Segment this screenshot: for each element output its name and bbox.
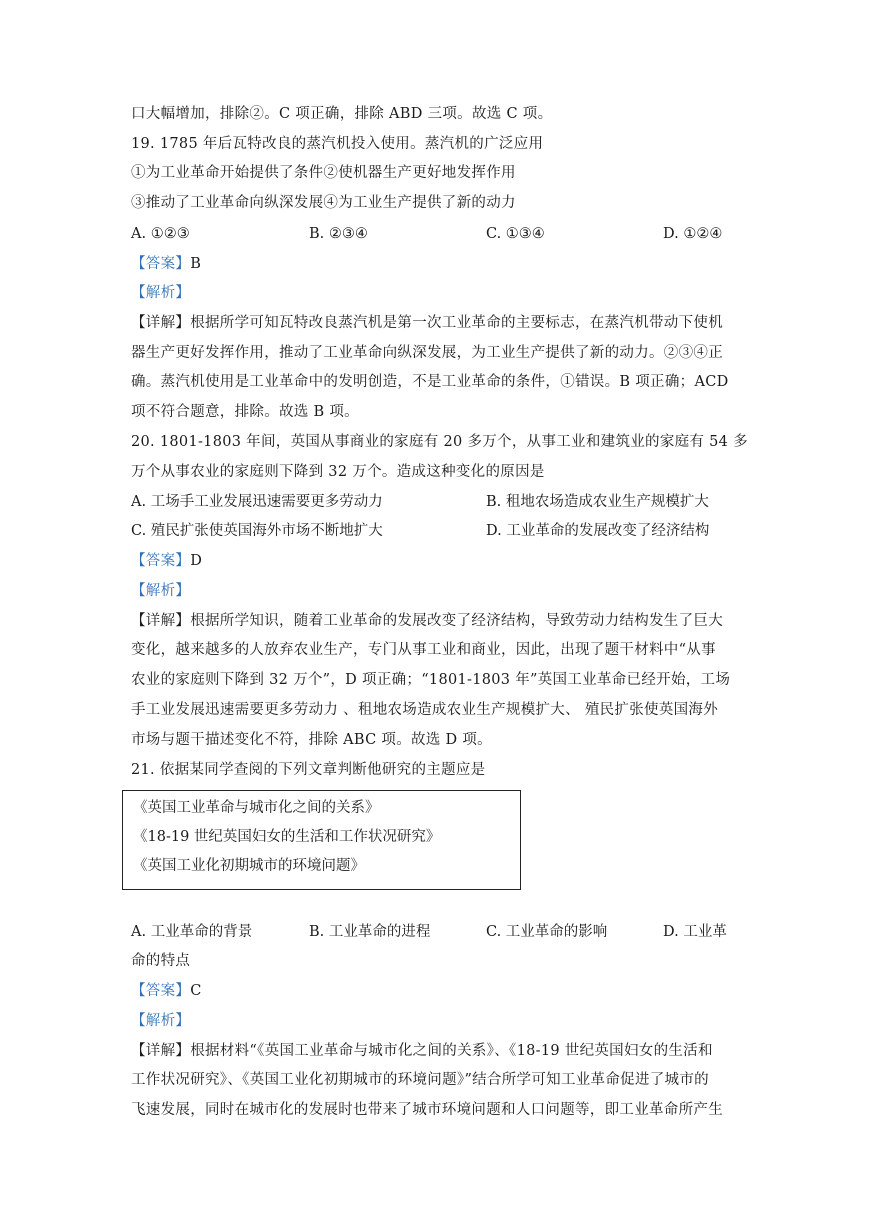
- text-line: 手工业发展迅速需要更多劳动力 、租地农场造成农业生产规模扩大、 殖民扩张使英国海外: [131, 702, 719, 718]
- q21-answer: [131, 981, 202, 1001]
- answer-tag: 【答案】: [131, 553, 191, 569]
- detail-text: 根据所学知识，随着工业革命的发展改变了经济结构，导致劳动力结构发生了巨大: [190, 613, 723, 629]
- q21-analysis: [131, 1011, 190, 1031]
- q20-analysis: [131, 581, 190, 601]
- question-20-stem: 20. 1801-1803 年间，英国从事商业的家庭有 20 多万个，从事工业和建筑业的家庭有 54 多: [131, 434, 748, 450]
- material-item: 《18-19 世纪英国妇女的生活和工作状况研究》: [133, 829, 441, 845]
- question-19-statements-2: ③推动了工业革命向纵深发展④为工业生产提供了新的动力: [131, 195, 516, 211]
- q21-option-d-cont: 命的特点: [131, 953, 191, 969]
- question-21-stem: 21. 依据某同学查阅的下列文章判断他研究的主题应是: [131, 762, 486, 778]
- detail-tag: 【详解】: [131, 1043, 191, 1059]
- q20-detail: [131, 611, 723, 631]
- question-19-stem: 19. 1785 年后瓦特改良的蒸汽机投入使用。蒸汽机的广泛应用: [131, 136, 544, 152]
- question-20-stem-cont: 万个从事农业的家庭则下降到 32 万个。造成这种变化的原因是: [131, 464, 545, 480]
- q19-option-b: B. ②③④: [309, 226, 368, 242]
- q19-option-d: D. ①②④: [663, 226, 723, 242]
- material-item: 《英国工业革命与城市化之间的关系》: [133, 800, 380, 816]
- q20-option-b: B. 租地农场造成农业生产规模扩大: [486, 494, 709, 510]
- q19-answer: [131, 254, 201, 274]
- text-line: 项不符合题意，排除。故选 B 项。: [131, 404, 359, 420]
- answer-value: C: [190, 983, 202, 999]
- q21-option-a: A. 工业革命的背景: [131, 924, 253, 940]
- q20-option-d: D. 工业革命的发展改变了经济结构: [486, 523, 710, 539]
- text-line: 确。蒸汽机使用是工业革命中的发明创造，不是工业革命的条件，①错误。B 项正确；ACD: [131, 374, 729, 390]
- answer-tag: 【答案】: [131, 256, 191, 272]
- q21-option-d: D. 工业革: [663, 924, 727, 940]
- detail-tag: 【详解】: [131, 315, 191, 331]
- text-line: 口大幅增加，排除②。C 项正确，排除 ABD 三项。故选 C 项。: [131, 106, 553, 122]
- text-line: 变化，越来越多的人放弃农业生产，专门从事工业和商业，因此，出现了题干材料中“从事: [131, 642, 716, 658]
- q21-option-c: C. 工业革命的影响: [486, 924, 608, 940]
- q19-detail: [131, 313, 723, 333]
- q19-option-a: A. ①②③: [131, 226, 190, 242]
- text-line: 飞速发展，同时在城市化的发展时也带来了城市环境问题和人口问题等，即工业革命所产生: [131, 1102, 723, 1118]
- q20-option-c: C. 殖民扩张使英国海外市场不断地扩大: [131, 523, 383, 539]
- q20-option-a: A. 工场手工业发展迅速需要更多劳动力: [131, 494, 383, 510]
- text-line: 器生产更好发挥作用，推动了工业革命向纵深发展，为工业生产提供了新的动力。②③④正: [131, 345, 723, 361]
- q19-option-c: C. ①③④: [486, 226, 545, 242]
- answer-tag: 【答案】: [131, 983, 191, 999]
- detail-text: 根据所学可知瓦特改良蒸汽机是第一次工业革命的主要标志，在蒸汽机带动下使机: [190, 315, 723, 331]
- q21-option-b: B. 工业革命的进程: [309, 924, 431, 940]
- q20-answer: [131, 551, 202, 571]
- q19-analysis: [131, 283, 190, 303]
- detail-text: 根据材料“《英国工业革命与城市化之间的关系》、《18-19 世纪英国妇女的生活和: [190, 1043, 713, 1059]
- text-line: 工作状况研究》、《英国工业化初期城市的环境问题》”结合所学可知工业革命促进了城市的: [131, 1072, 709, 1088]
- material-item: 《英国工业化初期城市的环境问题》: [133, 858, 365, 874]
- analysis-tag: 【解析】: [131, 1013, 191, 1029]
- material-box: [122, 790, 521, 890]
- question-19-statements-1: ①为工业革命开始提供了条件②使机器生产更好地发挥作用: [131, 165, 516, 181]
- detail-tag: 【详解】: [131, 613, 191, 629]
- analysis-tag: 【解析】: [131, 285, 191, 301]
- answer-value: B: [190, 256, 202, 272]
- q21-detail: [131, 1041, 713, 1061]
- text-line: 农业的家庭则下降到 32 万个”，D 项正确；“1801-1803 年”英国工业革命已经开始，工场: [131, 672, 731, 688]
- text-line: 市场与题干描述变化不符，排除 ABC 项。故选 D 项。: [131, 732, 492, 748]
- answer-value: D: [190, 553, 203, 569]
- analysis-tag: 【解析】: [131, 583, 191, 599]
